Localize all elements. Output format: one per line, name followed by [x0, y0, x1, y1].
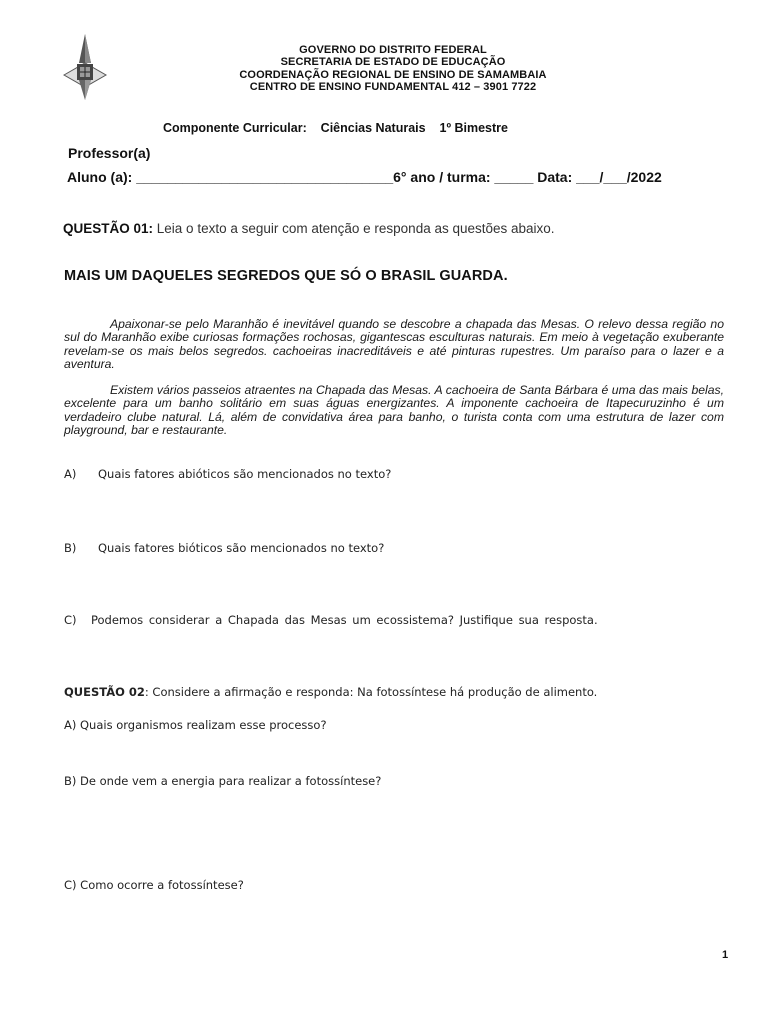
text-paragraph-2: Existem vários passeios atraentes na Chapada das Mesas. A cachoeira de Santa Bárbara é uma das mais belas, excelente para um banho solitário em suas águas energizantes. A imponente cachoeira de Itapecuruzinho é um verdadeiro clube natural. Lá, além de convidativa área para banho, o turista conta com uma estrutura de lazer com playground, bar e restaurante. — [64, 383, 724, 438]
question-2-item-c: C) Como ocorre a fotossíntese? — [64, 878, 244, 892]
header-line: CENTRO DE ENSINO FUNDAMENTAL 412 – 3901 7722 — [249, 80, 537, 93]
header-line: COORDENAÇÃO REGIONAL DE ENSINO DE SAMAMBAIA — [239, 68, 547, 81]
question-2-item-b: B) De onde vem a energia para realizar a fotossíntese? — [64, 774, 382, 788]
school-header — [150, 44, 636, 93]
question-1-item-b — [64, 541, 384, 555]
page-number: 1 — [722, 949, 729, 961]
question-1-item-c — [64, 613, 598, 627]
professor-label: Professor(a) — [68, 145, 151, 161]
student-line: Aluno (a): _________________________________6° ano / turma: _____ Data: ___/___/2022 — [67, 169, 662, 185]
question-2-heading — [64, 685, 597, 699]
question-1-label: QUESTÃO 01: — [63, 221, 154, 236]
subject-label: Componente Curricular: — [163, 121, 307, 135]
item-text: Quais fatores abióticos são mencionados no texto? — [98, 467, 392, 481]
item-letter: A) — [64, 467, 77, 481]
header-line: SECRETARIA DE ESTADO DE EDUCAÇÃO — [280, 56, 506, 69]
item-text: Podemos considerar a Chapada das Mesas um ecossistema? Justifique sua resposta. — [91, 613, 598, 627]
question-1-item-a — [64, 467, 391, 481]
text-title: MAIS UM DAQUELES SEGREDOS QUE SÓ O BRASIL GUARDA. — [64, 268, 508, 284]
subject-period: 1º Bimestre — [439, 121, 508, 135]
question-2-item-a: A) Quais organismos realizam esse processo? — [64, 718, 327, 732]
subject-value: Ciências Naturais — [320, 121, 426, 135]
text-paragraph-1: Apaixonar-se pelo Maranhão é inevitável quando se descobre a chapada das Mesas. O relevo dessa região no sul do Maranhão exibe curiosas formações rochosas, gigantescas esculturas naturais. Em meio à vegetação exuberante revelam-se os mais belos segredos. cachoeiras inacreditáveis e até pinturas rupestres. Um paraíso para o lazer e a aventura. — [64, 317, 724, 372]
header-line: GOVERNO DO DISTRITO FEDERAL — [299, 44, 487, 56]
question-1-heading — [63, 221, 555, 236]
item-letter: C) — [64, 613, 77, 627]
item-letter: B) — [64, 541, 77, 555]
brasilia-crest-icon — [62, 33, 108, 101]
item-text: Quais fatores bióticos são mencionados no texto? — [98, 541, 385, 555]
question-1-text: Leia o texto a seguir com atenção e responda as questões abaixo. — [153, 221, 555, 236]
question-2-text: : Considere a afirmação e responda: Na fotossíntese há produção de alimento. — [144, 685, 598, 699]
subject-line — [163, 121, 508, 135]
question-2-label: QUESTÃO 02 — [64, 685, 145, 699]
